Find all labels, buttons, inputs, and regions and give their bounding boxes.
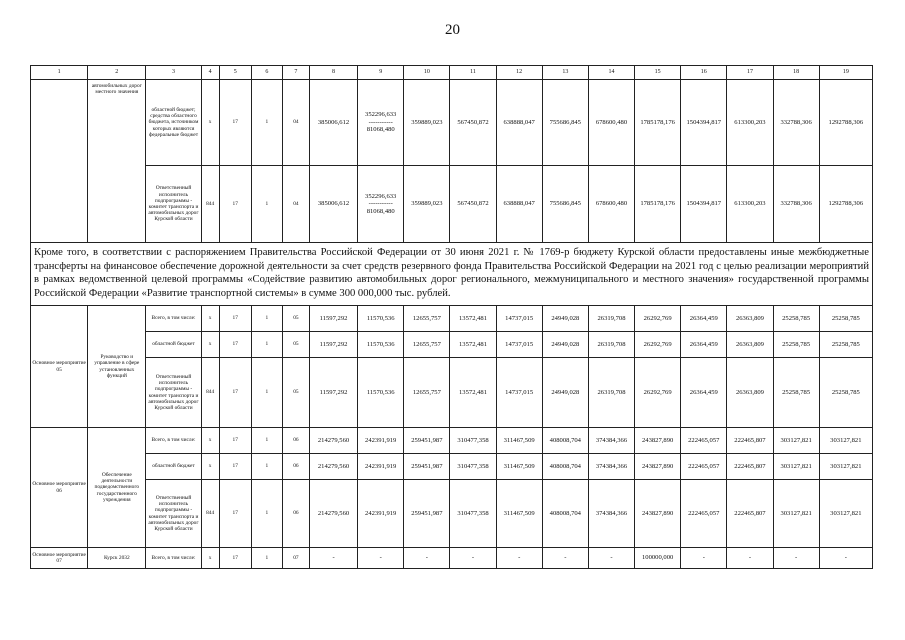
value-cell: 1292788,306 (819, 166, 872, 243)
value-cell: 755686,845 (542, 166, 588, 243)
header-cell: 14 (588, 66, 634, 80)
value-cell: 567450,872 (450, 80, 496, 166)
value-cell: 243827,890 (635, 480, 681, 548)
grbs-cell: х (201, 428, 219, 454)
value-cell: 310477,358 (450, 480, 496, 548)
grbs-cell: 844 (201, 480, 219, 548)
value-cell: 13572,481 (450, 332, 496, 358)
value-cell: 613300,203 (727, 166, 773, 243)
pr-cell: 1 (251, 80, 282, 166)
value-cell: 24949,028 (542, 358, 588, 428)
value-cell: - (404, 548, 450, 569)
page-number: 20 (445, 22, 460, 38)
split-value-bottom: 81068,480 (366, 207, 395, 215)
value-cell: 1785178,176 (635, 166, 681, 243)
value-cell: 385006,612 (309, 166, 357, 243)
note-row (31, 243, 873, 306)
value-cell: 25258,785 (819, 358, 872, 428)
grbs-cell: 844 (201, 358, 219, 428)
value-cell-split (358, 80, 404, 166)
csr-cell: 06 (282, 454, 309, 480)
value-cell: 755686,845 (542, 80, 588, 166)
value-cell: 678600,480 (588, 166, 634, 243)
header-cell: 2 (88, 66, 146, 80)
value-cell: 303127,821 (773, 454, 819, 480)
value-cell: 303127,821 (819, 428, 872, 454)
value-cell: 303127,821 (773, 480, 819, 548)
value-cell: 11570,536 (358, 358, 404, 428)
header-cell: 17 (727, 66, 773, 80)
grbs-cell: 844 (201, 166, 219, 243)
split-value-top: 352296,633 (365, 111, 397, 119)
value-cell: 24949,028 (542, 306, 588, 332)
value-cell: 374384,366 (588, 480, 634, 548)
value-cell: 310477,358 (450, 454, 496, 480)
value-cell: 222465,807 (727, 454, 773, 480)
csr-cell: 07 (282, 548, 309, 569)
table-row (31, 332, 873, 358)
header-cell: 3 (146, 66, 201, 80)
table-row (31, 428, 873, 454)
table-row (31, 306, 873, 332)
value-cell: 638888,047 (496, 166, 542, 243)
split-value-bottom: 81068,480 (366, 126, 395, 134)
value-cell: 311467,509 (496, 454, 542, 480)
header-cell: 6 (251, 66, 282, 80)
value-cell: 13572,481 (450, 358, 496, 428)
value-cell: 12655,757 (404, 306, 450, 332)
csr-cell: 05 (282, 332, 309, 358)
value-cell: 310477,358 (450, 428, 496, 454)
value-cell: 374384,366 (588, 428, 634, 454)
value-cell: 14737,015 (496, 306, 542, 332)
value-cell: 26364,459 (681, 358, 727, 428)
value-cell: 567450,872 (450, 166, 496, 243)
value-cell: 1504394,817 (681, 166, 727, 243)
source-cell: Всего, в том числе: (146, 548, 201, 569)
value-cell: - (681, 548, 727, 569)
header-cell: 11 (450, 66, 496, 80)
value-cell: 222465,057 (681, 454, 727, 480)
value-cell: 332788,306 (773, 166, 819, 243)
value-cell: - (819, 548, 872, 569)
value-cell: 26363,809 (727, 306, 773, 332)
value-cell: 222465,057 (681, 480, 727, 548)
rz-cell: 17 (219, 428, 251, 454)
value-cell: 26319,708 (588, 358, 634, 428)
value-cell: 222465,807 (727, 480, 773, 548)
header-cell: 12 (496, 66, 542, 80)
value-cell: 26292,769 (635, 358, 681, 428)
header-cell: 18 (773, 66, 819, 80)
value-cell: 12655,757 (404, 332, 450, 358)
value-cell: - (542, 548, 588, 569)
activity-cell: Основное мероприятие 06 (31, 428, 88, 548)
csr-cell: 06 (282, 480, 309, 548)
header-cell: 9 (358, 66, 404, 80)
header-cell: 19 (819, 66, 872, 80)
source-cell: Ответственный исполнитель подпрограммы - комитет транспорта и автомобильных дорог Курской области (146, 358, 201, 428)
split-divider: ----------- (368, 200, 393, 208)
value-cell: 11597,292 (309, 358, 357, 428)
header-cell: 1 (31, 66, 88, 80)
header-cell: 10 (404, 66, 450, 80)
value-cell: 12655,757 (404, 358, 450, 428)
value-cell: 26319,708 (588, 332, 634, 358)
activity-cell: Основное мероприятие 07 (31, 548, 88, 569)
source-cell: областной бюджет (146, 454, 201, 480)
value-cell: 26292,769 (635, 306, 681, 332)
header-cell: 8 (309, 66, 357, 80)
table-row (31, 454, 873, 480)
value-cell: 26364,459 (681, 306, 727, 332)
source-cell: Ответственный исполнитель подпрограммы - комитет транспорта и автомобильных дорог Курской области (146, 480, 201, 548)
value-cell: 385006,612 (309, 80, 357, 166)
rz-cell: 17 (219, 306, 251, 332)
value-cell: 408008,704 (542, 480, 588, 548)
value-cell: 24949,028 (542, 332, 588, 358)
rz-cell: 17 (219, 480, 251, 548)
value-cell: 374384,366 (588, 454, 634, 480)
value-cell: 243827,890 (635, 428, 681, 454)
value-cell: 1785178,176 (635, 80, 681, 166)
pr-cell: 1 (251, 306, 282, 332)
note-paragraph: Кроме того, в соответствии с распоряжением Правительства Российской Федерации от 30 июня 2021 г. № 1769-р бюджету Курской области предоставлены иные межбюджетные трансферты на финансовое обеспечение дорожной деятельности за счет средств резервного фонда Правительства Российской Федерации на 2021 год с целью реализации мероприятий в рамках ведомственной целевой программы «Содействие развитию автомобильных дорог регионального, межмуниципального и местного значения» государственной программы Российской Федерации «Развитие транспортной системы» в сумме 300 000,000 тыс. рублей. (31, 243, 873, 306)
csr-cell: 04 (282, 166, 309, 243)
value-cell: 26364,459 (681, 332, 727, 358)
value-cell: 25258,785 (819, 332, 872, 358)
header-cell: 7 (282, 66, 309, 80)
grbs-cell: х (201, 454, 219, 480)
pr-cell: 1 (251, 332, 282, 358)
value-cell: 311467,509 (496, 480, 542, 548)
value-cell: - (727, 548, 773, 569)
value-cell: 13572,481 (450, 306, 496, 332)
table-row (31, 80, 873, 166)
table-row (31, 480, 873, 548)
value-cell: 638888,047 (496, 80, 542, 166)
source-cell: областной бюджет (146, 332, 201, 358)
value-cell: 214279,560 (309, 428, 357, 454)
csr-cell: 06 (282, 428, 309, 454)
header-cell: 4 (201, 66, 219, 80)
table-row (31, 358, 873, 428)
value-cell: - (450, 548, 496, 569)
value-cell: 25258,785 (773, 358, 819, 428)
budget-table (30, 65, 873, 569)
table-row (31, 166, 873, 243)
activity-name-cell: автомобильных дорог местного значения (88, 80, 146, 243)
value-cell: 14737,015 (496, 332, 542, 358)
source-cell: Всего, в том числе: (146, 428, 201, 454)
rz-cell: 17 (219, 358, 251, 428)
value-cell: 26363,809 (727, 332, 773, 358)
value-cell: 11597,292 (309, 306, 357, 332)
rz-cell: 17 (219, 166, 251, 243)
value-cell: 259451,987 (404, 428, 450, 454)
value-cell: 259451,987 (404, 480, 450, 548)
source-cell: Ответственный исполнитель подпрограммы - комитет транспорта и автомобильных дорог Курской области (146, 166, 201, 243)
value-cell: 613300,203 (727, 80, 773, 166)
activity-cell (31, 80, 88, 243)
value-cell: 26292,769 (635, 332, 681, 358)
header-cell: 13 (542, 66, 588, 80)
value-cell: 242391,919 (358, 480, 404, 548)
source-cell: областной бюджет; средства областного бюджета, источником которых являются федеральные бюджет (146, 80, 201, 166)
grbs-cell: х (201, 80, 219, 166)
pr-cell: 1 (251, 428, 282, 454)
value-cell: 214279,560 (309, 480, 357, 548)
value-cell: 359889,023 (404, 166, 450, 243)
value-cell: 26319,708 (588, 306, 634, 332)
rz-cell: 17 (219, 454, 251, 480)
header-cell: 15 (635, 66, 681, 80)
header-cell: 5 (219, 66, 251, 80)
value-cell: 1504394,817 (681, 80, 727, 166)
csr-cell: 04 (282, 80, 309, 166)
value-cell: 242391,919 (358, 428, 404, 454)
value-cell: 14737,015 (496, 358, 542, 428)
value-cell: 222465,057 (681, 428, 727, 454)
rz-cell: 17 (219, 332, 251, 358)
pr-cell: 1 (251, 358, 282, 428)
value-cell: 25258,785 (773, 332, 819, 358)
value-cell: 408008,704 (542, 428, 588, 454)
activity-cell: Основное мероприятие 05 (31, 306, 88, 428)
csr-cell: 05 (282, 306, 309, 332)
value-cell: - (358, 548, 404, 569)
value-cell: 303127,821 (773, 428, 819, 454)
value-cell: 25258,785 (819, 306, 872, 332)
grbs-cell: х (201, 306, 219, 332)
csr-cell: 05 (282, 358, 309, 428)
value-cell: - (588, 548, 634, 569)
value-cell: 242391,919 (358, 454, 404, 480)
activity-name-cell: Руководство и управление в сфере установленных функций (88, 306, 146, 428)
value-cell: 303127,821 (819, 480, 872, 548)
grbs-cell: х (201, 548, 219, 569)
rz-cell: 17 (219, 80, 251, 166)
pr-cell: 1 (251, 548, 282, 569)
value-cell: - (773, 548, 819, 569)
value-cell: 11570,536 (358, 306, 404, 332)
header-cell: 16 (681, 66, 727, 80)
value-cell: 311467,509 (496, 428, 542, 454)
value-cell: 332788,306 (773, 80, 819, 166)
value-cell: - (496, 548, 542, 569)
value-cell: 11570,536 (358, 332, 404, 358)
value-cell: 1292788,306 (819, 80, 872, 166)
value-cell: 243827,890 (635, 454, 681, 480)
value-cell: 214279,560 (309, 454, 357, 480)
pr-cell: 1 (251, 480, 282, 548)
value-cell: 408008,704 (542, 454, 588, 480)
value-cell: 678600,480 (588, 80, 634, 166)
split-divider: ----------- (368, 118, 393, 126)
value-cell: 303127,821 (819, 454, 872, 480)
split-value-top: 352296,633 (365, 192, 397, 200)
activity-name-cell: Обеспечение деятельности подведомственного государственного учреждения (88, 428, 146, 548)
value-cell-split (358, 166, 404, 243)
grbs-cell: х (201, 332, 219, 358)
value-cell: 25258,785 (773, 306, 819, 332)
pr-cell: 1 (251, 166, 282, 243)
value-cell: 11597,292 (309, 332, 357, 358)
header-row (31, 66, 873, 80)
value-cell: 259451,987 (404, 454, 450, 480)
activity-name-cell: Курск 2032 (88, 548, 146, 569)
pr-cell: 1 (251, 454, 282, 480)
value-cell: 359889,023 (404, 80, 450, 166)
value-cell: 26363,809 (727, 358, 773, 428)
table-row (31, 548, 873, 569)
value-cell: 222465,807 (727, 428, 773, 454)
source-cell: Всего, в том числе: (146, 306, 201, 332)
value-cell: - (309, 548, 357, 569)
rz-cell: 17 (219, 548, 251, 569)
value-cell: 100000,000 (635, 548, 681, 569)
